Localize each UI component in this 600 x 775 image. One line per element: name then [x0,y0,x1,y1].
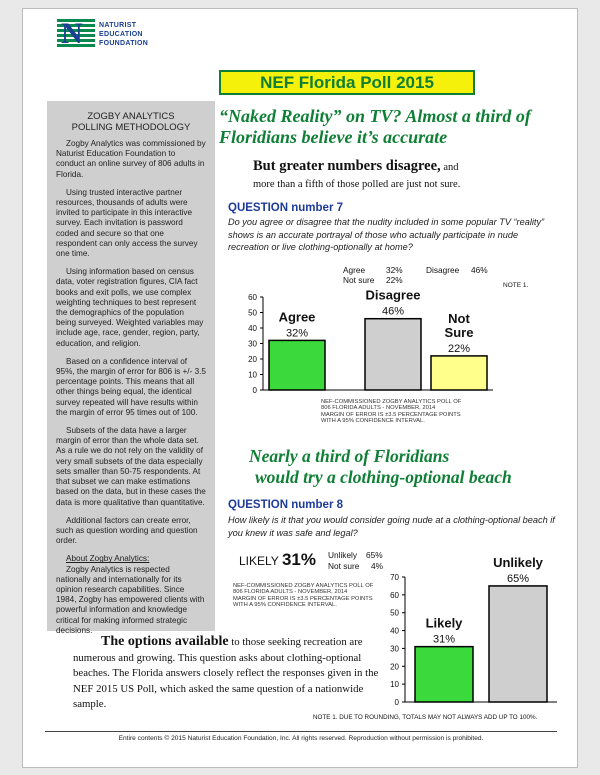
headline-q8-line-1: Nearly a third of Floridians [249,446,450,466]
sidebar-title [56,111,206,133]
q7-text: Do you agree or disagree that the nudity included in some popular TV “reality” shows is an accurate portrayal of those who actually participate in nude recreation or live clothing-optionally at home? [228,217,545,253]
y-tick-label: 60 [248,293,257,302]
sidebar-paragraph: Subsets of the data have a larger margin of error than the whole data set. As a rule we do not rely on the validity of very small subsets of the data especially sets smaller than 50-75 respondents. At that subset we can make estimations based on the data, but in these cases the data is more qualitative than quantitative. [56,426,206,507]
q8-text: How likely is it that you would consider going nude at a clothing-optional beach if you knew it was safe and legal? [228,515,555,538]
y-tick-label: 40 [390,626,399,636]
sidebar-title-line-2: POLLING METHODOLOGY [71,122,191,133]
headline-q8 [249,446,549,488]
q7-bar-chart [235,289,495,401]
bar-category-label: Disagree [365,289,421,303]
q7-disagree-label: Disagree [426,265,460,275]
logo-line-3: FOUNDATION [99,40,149,47]
q8-caption-line: MARGIN OF ERROR IS ±3.5 PERCENTAGE POINTS [233,595,373,602]
bar-value-label: 32% [285,327,309,340]
subhead-line-2: more than a fifth of those polled are just not sure. [253,179,461,190]
y-tick-label: 0 [394,698,399,707]
y-tick-label: 30 [390,644,399,654]
bar-category-label: Likely [425,615,463,631]
q8-caption-line: NEF-COMMISSIONED ZOGBY ANALYTICS POLL OF [233,583,374,589]
q8-caption-line: WITH A 95% CONFIDENCE INTERVAL. [233,602,337,609]
q8-likely-summary [239,550,316,570]
y-tick-label: 0 [252,386,257,395]
q7-results [343,265,488,285]
about-heading: About Zogby Analytics: [66,554,150,564]
q7-agree-label: Agree [343,265,366,275]
y-tick-label: 30 [248,339,257,349]
poll-page [22,8,578,768]
logo-mark: N [61,17,83,50]
y-tick-label: 50 [248,308,257,318]
headline-q8-line-2: would try a clothing-optional beach [255,467,512,487]
bottom-text: to those seeking recreation are numerous and growing. This question asks about clothing-optional beaches. The Florida answers closely reflect the responses given in the NEF 2015 US Poll, which asked the same question of a nationwide sample. [73,636,379,710]
bar-unlikely [489,586,547,702]
q7-caption-line: 806 FLORIDA ADULTS - NOVEMBER, 2014 [321,405,436,412]
y-tick-label: 10 [248,370,257,380]
q7-title: QUESTION number 7 [228,202,344,214]
sidebar-title-line-1: ZOGBY ANALYTICS [87,111,175,122]
rounding-note: NOTE 1. DUE TO ROUNDING, TOTALS MAY NOT ALWAYS ADD UP TO 100%. [313,714,538,721]
y-tick-label: 20 [390,662,399,672]
bar-category-label: Not [448,310,470,326]
poll-banner: NEF Florida Poll 2015 [219,70,475,95]
logo-text [99,21,148,48]
subheadline-q7 [253,158,573,193]
q7-notsure-label: Not sure [343,275,375,285]
y-tick-label: 20 [248,355,257,364]
nef-logo [57,17,187,53]
sidebar-paragraph: Using trusted interactive partner resources, thousands of adults were invited to participate in this interactive survey. Each invitation is password coded and secure so that one respondent can only access the survey one time. [56,187,198,259]
q8-caption [233,583,373,609]
bar-category-label: Unlikely [493,557,543,570]
y-tick-label: 60 [390,590,399,600]
subhead-bold: But greater numbers disagree, [253,158,441,174]
q8-likely-pct: 31% [281,550,316,569]
sidebar-paragraph: Using information based on census data, voter registration figures, CIA fact books and exit polls, we use complex weighting techniques to best represent the demographics of the population being surveyed. Weighted variables may include age, race, gender, region, party, education, and religion. [56,267,204,348]
q7-note: NOTE 1. [503,282,529,289]
q7-notsure-pct: 22% [386,275,403,285]
q7-caption [321,399,461,425]
sidebar-paragraph: Zogby Analytics was commissioned by Naturist Education Foundation to conduct an online survey of 806 adults in Florida. [56,139,206,179]
bar-value-label: 31% [432,633,456,646]
bar-likely [415,647,473,702]
sidebar-paragraph: Based on a confidence interval of 95%, the margin of error for 806 is +/- 3.5 percentage points. This means that all other things being equal, the identical survey repeated will have results within the margin of error 95 times out of 100. [56,356,206,417]
y-tick-label: 50 [390,608,399,618]
q8-unlikely-pct: 65% [366,550,383,560]
logo-line-1: NATURIST [99,22,137,29]
bar-category-label: Agree [278,309,316,325]
copyright-footer: Entire contents © 2015 Naturist Education Foundation, Inc. All rights reserved. Reproduction without permission is prohibited. [45,731,557,742]
sidebar-paragraph: Additional factors can create error, such as question wording and question order. [56,515,198,546]
bar-value-label: 46% [381,305,405,318]
q8-results [328,550,383,572]
q8-caption-line: 806 FLORIDA ADULTS - NOVEMBER, 2014 [233,589,348,596]
q8-title: QUESTION number 8 [228,499,344,511]
q8-likely-label: LIKELY [239,554,279,568]
bottom-lead: The options available [101,634,229,649]
q8-notsure-label: Not sure [328,561,360,571]
bar-value-label: 65% [506,572,530,585]
y-tick-label: 40 [248,324,257,333]
q7-disagree-pct: 46% [471,265,488,275]
q7-caption-line: WITH A 95% CONFIDENCE INTERVAL. [321,418,425,425]
bar-value-label: 22% [447,342,471,355]
y-tick-label: 10 [390,680,399,690]
bar-agree [269,340,325,390]
q8-unlikely-label: Unlikely [328,550,358,560]
q7-caption-line: MARGIN OF ERROR IS ±3.5 PERCENTAGE POINTS [321,411,461,418]
methodology-sidebar [47,101,215,635]
subhead-rest: and [440,162,459,173]
bar-not-sure [431,356,487,390]
headline-q7: “Naked Reality” on TV? Almost a third of Floridians believe it’s accurate [219,106,531,147]
bar-category-label: Sure [444,324,474,340]
about-text: Zogby Analytics is respected nationally and internationally for its opinion research capabilities. Since 1984, Zogby has empowered clients with powerful information and knowledge critical for making informed strategic decisions. [56,564,205,635]
q7-agree-pct: 32% [386,265,403,275]
bottom-paragraph [73,634,383,713]
q8-notsure-pct: 4% [371,561,383,571]
logo-line-2: EDUCATION [99,31,143,38]
q7-caption-line: NEF-COMMISSIONED ZOGBY ANALYTICS POLL OF [321,399,462,405]
q8-bar-chart [379,557,559,709]
y-tick-label: 70 [390,573,399,582]
bar-disagree [365,319,421,390]
